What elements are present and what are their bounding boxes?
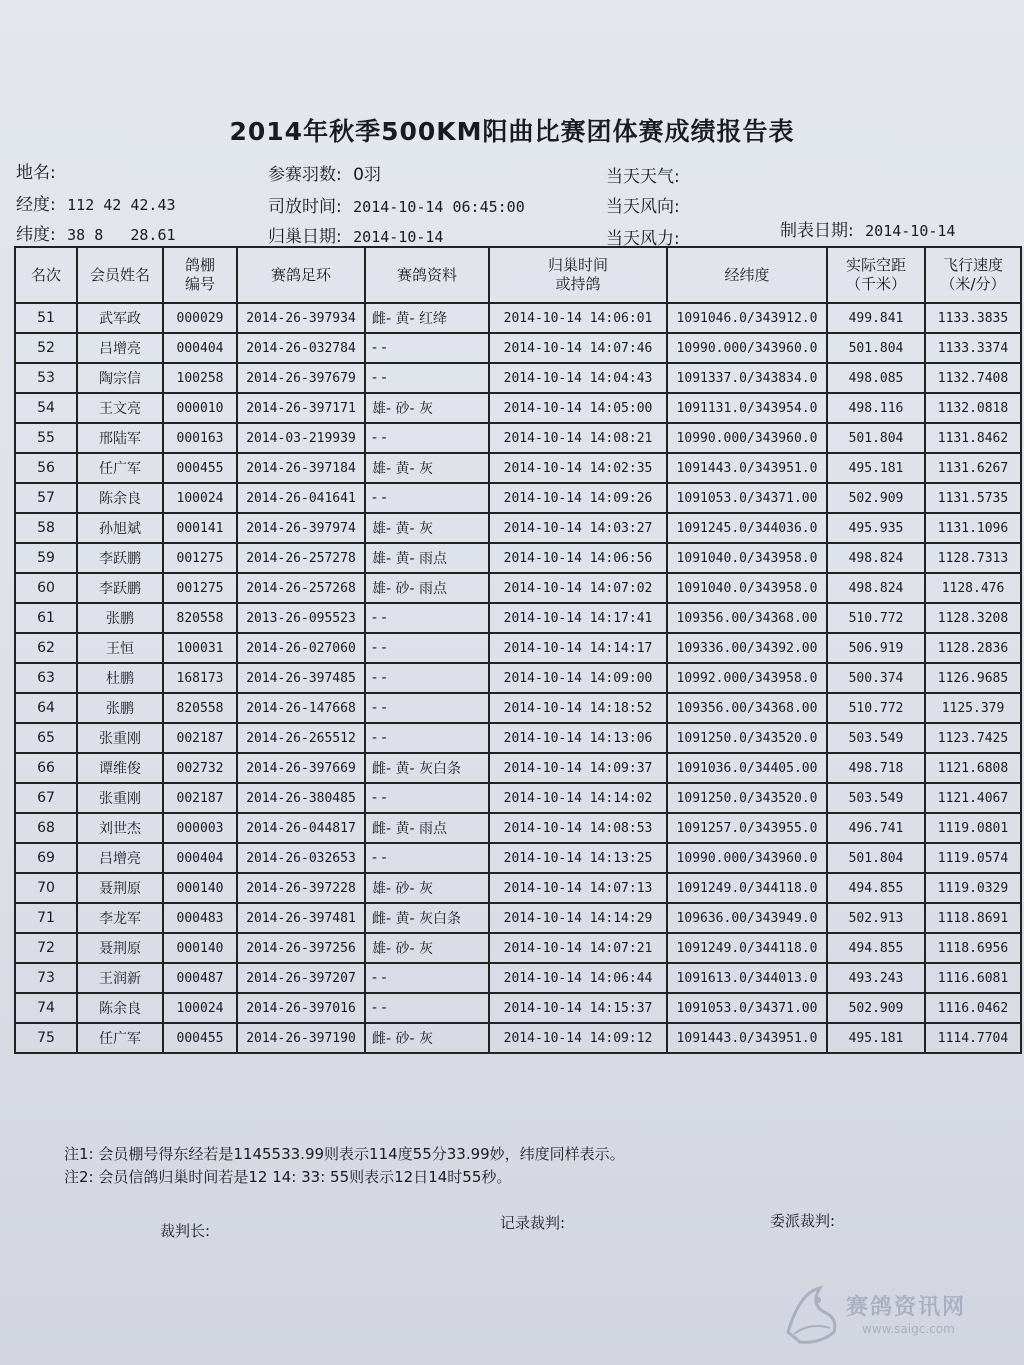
time-cell: 2014-10-14 14:09:26 [489, 483, 667, 513]
table-row [15, 933, 1021, 963]
header-name: 会员姓名 [77, 247, 163, 303]
time-cell: 2014-10-14 14:08:21 [489, 423, 667, 453]
table-row [15, 303, 1021, 333]
loft-cell: 002187 [163, 723, 237, 753]
table-row [15, 393, 1021, 423]
info-cell: 雄- 砂- 灰 [365, 933, 489, 963]
rank-cell: 64 [15, 693, 77, 723]
table-row [15, 1023, 1021, 1053]
name-cell: 李跃鹏 [77, 573, 163, 603]
info-cell: 雄- 黄- 灰 [365, 453, 489, 483]
table-row [15, 453, 1021, 483]
coords-cell: 109336.00/34392.00 [667, 633, 827, 663]
table-row [15, 753, 1021, 783]
speed-cell: 1121.6808 [925, 753, 1021, 783]
speed-cell: 1123.7425 [925, 723, 1021, 753]
header-loft: 鸽棚 编号 [163, 247, 237, 303]
info-cell: - - [365, 663, 489, 693]
time-cell: 2014-10-14 14:15:37 [489, 993, 667, 1023]
rank-cell: 63 [15, 663, 77, 693]
speed-cell: 1133.3835 [925, 303, 1021, 333]
distance-cell: 498.085 [827, 363, 925, 393]
info-cell: 雌- 黄- 灰白条 [365, 753, 489, 783]
name-cell: 李跃鹏 [77, 543, 163, 573]
location-field [16, 158, 62, 183]
distance-cell: 510.772 [827, 693, 925, 723]
info-cell: 雌- 砂- 灰 [365, 1023, 489, 1053]
coords-cell: 1091131.0/343954.0 [667, 393, 827, 423]
time-cell: 2014-10-14 14:06:56 [489, 543, 667, 573]
coords-cell: 1091040.0/343958.0 [667, 543, 827, 573]
info-cell: 雄- 砂- 雨点 [365, 573, 489, 603]
ring-cell: 2014-26-397974 [237, 513, 365, 543]
rank-cell: 65 [15, 723, 77, 753]
speed-cell: 1131.8462 [925, 423, 1021, 453]
note-2: 注2: 会员信鸽归巢时间若是12 14: 33: 55则表示12日14时55秒。 [64, 1168, 512, 1186]
coords-cell: 1091036.0/34405.00 [667, 753, 827, 783]
time-cell: 2014-10-14 14:05:00 [489, 393, 667, 423]
coords-cell: 1091245.0/344036.0 [667, 513, 827, 543]
wind-force-label: 当天风力: [606, 229, 680, 249]
speed-cell: 1116.6081 [925, 963, 1021, 993]
made-date-label: 制表日期: [780, 221, 854, 241]
coords-cell: 1091443.0/343951.0 [667, 453, 827, 483]
latitude-value: 38 8 28.61 [67, 226, 176, 244]
name-cell: 陈余良 [77, 993, 163, 1023]
speed-cell: 1128.7313 [925, 543, 1021, 573]
longitude-label: 经度: [16, 195, 56, 215]
name-cell: 张鹏 [77, 693, 163, 723]
distance-cell: 495.181 [827, 1023, 925, 1053]
coords-cell: 109356.00/34368.00 [667, 693, 827, 723]
time-cell: 2014-10-14 14:17:41 [489, 603, 667, 633]
loft-cell: 000163 [163, 423, 237, 453]
info-cell: - - [365, 693, 489, 723]
ring-cell: 2014-26-147668 [237, 693, 365, 723]
entries-label: 参赛羽数: [268, 165, 342, 185]
distance-cell: 501.804 [827, 843, 925, 873]
header-coords: 经纬度 [667, 247, 827, 303]
time-cell: 2014-10-14 14:08:53 [489, 813, 667, 843]
time-cell: 2014-10-14 14:07:13 [489, 873, 667, 903]
name-cell: 王恒 [77, 633, 163, 663]
info-cell: - - [365, 843, 489, 873]
distance-cell: 494.855 [827, 933, 925, 963]
distance-cell: 499.841 [827, 303, 925, 333]
ring-cell: 2014-26-032653 [237, 843, 365, 873]
ring-cell: 2014-03-219939 [237, 423, 365, 453]
coords-cell: 109636.00/343949.0 [667, 903, 827, 933]
ring-cell: 2013-26-095523 [237, 603, 365, 633]
speed-cell: 1128.3208 [925, 603, 1021, 633]
header-info: 赛鸽资料 [365, 247, 489, 303]
name-cell: 谭维俊 [77, 753, 163, 783]
made-date-value: 2014-10-14 [865, 222, 956, 240]
entries-value: 0羽 [353, 165, 381, 185]
name-cell: 邢陆军 [77, 423, 163, 453]
table-row [15, 783, 1021, 813]
info-cell: - - [365, 963, 489, 993]
rank-cell: 59 [15, 543, 77, 573]
release-time-value: 2014-10-14 06:45:00 [353, 198, 525, 216]
name-cell: 聂荆原 [77, 933, 163, 963]
speed-cell: 1132.7408 [925, 363, 1021, 393]
speed-cell: 1126.9685 [925, 663, 1021, 693]
name-cell: 杜鹏 [77, 663, 163, 693]
distance-cell: 506.919 [827, 633, 925, 663]
coords-cell: 1091250.0/343520.0 [667, 723, 827, 753]
table-row [15, 513, 1021, 543]
report-title: 2014年秋季500KM阳曲比赛团体赛成绩报告表 [229, 117, 795, 146]
distance-cell: 494.855 [827, 873, 925, 903]
rank-cell: 69 [15, 843, 77, 873]
coords-cell: 109356.00/34368.00 [667, 603, 827, 633]
weather-label: 当天天气: [606, 167, 680, 187]
distance-cell: 501.804 [827, 423, 925, 453]
ring-cell: 2014-26-397184 [237, 453, 365, 483]
latitude-field [16, 220, 176, 245]
loft-cell: 000404 [163, 333, 237, 363]
rank-cell: 60 [15, 573, 77, 603]
speed-cell: 1131.5735 [925, 483, 1021, 513]
ring-cell: 2014-26-397016 [237, 993, 365, 1023]
rank-cell: 58 [15, 513, 77, 543]
coords-cell: 1091249.0/344118.0 [667, 873, 827, 903]
rank-cell: 66 [15, 753, 77, 783]
watermark [780, 1282, 1010, 1352]
loft-cell: 000483 [163, 903, 237, 933]
info-cell: 雄- 砂- 灰 [365, 873, 489, 903]
loft-cell: 002187 [163, 783, 237, 813]
ring-cell: 2014-26-397481 [237, 903, 365, 933]
rank-cell: 54 [15, 393, 77, 423]
table-row [15, 993, 1021, 1023]
ring-cell: 2014-26-265512 [237, 723, 365, 753]
info-cell: - - [365, 723, 489, 753]
time-cell: 2014-10-14 14:07:46 [489, 333, 667, 363]
longitude-value: 112 42 42.43 [67, 196, 176, 214]
name-cell: 王润新 [77, 963, 163, 993]
table-row [15, 693, 1021, 723]
time-cell: 2014-10-14 14:14:17 [489, 633, 667, 663]
results-table [14, 246, 1022, 1054]
made-date-field [780, 216, 955, 241]
coords-cell: 1091046.0/343912.0 [667, 303, 827, 333]
ring-cell: 2014-26-397669 [237, 753, 365, 783]
return-date-label: 归巢日期: [268, 227, 342, 247]
ring-cell: 2014-26-380485 [237, 783, 365, 813]
distance-cell: 498.824 [827, 573, 925, 603]
header-speed: 飞行速度 （米/分） [925, 247, 1021, 303]
loft-cell: 001275 [163, 543, 237, 573]
info-cell: - - [365, 363, 489, 393]
coords-cell: 10990.000/343960.0 [667, 333, 827, 363]
distance-cell: 503.549 [827, 783, 925, 813]
info-cell: 雄- 黄- 雨点 [365, 543, 489, 573]
loft-cell: 000140 [163, 933, 237, 963]
distance-cell: 495.935 [827, 513, 925, 543]
table-row [15, 333, 1021, 363]
ring-cell: 2014-26-257268 [237, 573, 365, 603]
loft-cell: 100024 [163, 993, 237, 1023]
coords-cell: 1091337.0/343834.0 [667, 363, 827, 393]
release-time-field [268, 192, 525, 217]
ring-cell: 2014-26-397256 [237, 933, 365, 963]
table-row [15, 633, 1021, 663]
rank-cell: 62 [15, 633, 77, 663]
speed-cell: 1133.3374 [925, 333, 1021, 363]
rank-cell: 57 [15, 483, 77, 513]
loft-cell: 002732 [163, 753, 237, 783]
distance-cell: 498.116 [827, 393, 925, 423]
coords-cell: 10990.000/343960.0 [667, 423, 827, 453]
speed-cell: 1114.7704 [925, 1023, 1021, 1053]
name-cell: 王文亮 [77, 393, 163, 423]
time-cell: 2014-10-14 14:09:12 [489, 1023, 667, 1053]
table-row [15, 813, 1021, 843]
name-cell: 李龙军 [77, 903, 163, 933]
rank-cell: 52 [15, 333, 77, 363]
rank-cell: 73 [15, 963, 77, 993]
name-cell: 吕增亮 [77, 843, 163, 873]
header-time: 归巢时间 或持鸽 [489, 247, 667, 303]
header-ring: 赛鸽足环 [237, 247, 365, 303]
ring-cell: 2014-26-397679 [237, 363, 365, 393]
rank-cell: 61 [15, 603, 77, 633]
header-distance: 实际空距 （千米） [827, 247, 925, 303]
ring-cell: 2014-26-032784 [237, 333, 365, 363]
name-cell: 聂荆原 [77, 873, 163, 903]
distance-cell: 502.909 [827, 993, 925, 1023]
table-header-row [15, 247, 1021, 303]
time-cell: 2014-10-14 14:03:27 [489, 513, 667, 543]
time-cell: 2014-10-14 14:18:52 [489, 693, 667, 723]
coords-cell: 1091257.0/343955.0 [667, 813, 827, 843]
loft-cell: 001275 [163, 573, 237, 603]
speed-cell: 1121.4067 [925, 783, 1021, 813]
wind-direction-label: 当天风向: [606, 197, 680, 217]
ring-cell: 2014-26-044817 [237, 813, 365, 843]
time-cell: 2014-10-14 14:04:43 [489, 363, 667, 393]
return-date-value: 2014-10-14 [353, 228, 444, 246]
rank-cell: 70 [15, 873, 77, 903]
info-cell: 雌- 黄- 雨点 [365, 813, 489, 843]
table-row [15, 603, 1021, 633]
name-cell: 张鹏 [77, 603, 163, 633]
coords-cell: 1091053.0/34371.00 [667, 483, 827, 513]
name-cell: 陈余良 [77, 483, 163, 513]
rank-cell: 74 [15, 993, 77, 1023]
distance-cell: 500.374 [827, 663, 925, 693]
name-cell: 刘世杰 [77, 813, 163, 843]
rank-cell: 72 [15, 933, 77, 963]
time-cell: 2014-10-14 14:07:21 [489, 933, 667, 963]
info-cell: 雄- 黄- 灰 [365, 513, 489, 543]
rank-cell: 75 [15, 1023, 77, 1053]
ring-cell: 2014-26-397171 [237, 393, 365, 423]
ring-cell: 2014-26-257278 [237, 543, 365, 573]
time-cell: 2014-10-14 14:13:25 [489, 843, 667, 873]
table-row [15, 543, 1021, 573]
time-cell: 2014-10-14 14:02:35 [489, 453, 667, 483]
distance-cell: 498.824 [827, 543, 925, 573]
name-cell: 武军政 [77, 303, 163, 333]
latitude-label: 纬度: [16, 225, 56, 245]
coords-cell: 1091040.0/343958.0 [667, 573, 827, 603]
info-cell: - - [365, 603, 489, 633]
table-row [15, 843, 1021, 873]
release-time-label: 司放时间: [268, 197, 342, 217]
coords-cell: 10992.000/343958.0 [667, 663, 827, 693]
speed-cell: 1118.8691 [925, 903, 1021, 933]
coords-cell: 1091613.0/344013.0 [667, 963, 827, 993]
info-cell: - - [365, 783, 489, 813]
results-body [15, 303, 1021, 1053]
chief-judge-label: 裁判长: [160, 1222, 211, 1240]
ring-cell: 2014-26-397190 [237, 1023, 365, 1053]
distance-cell: 493.243 [827, 963, 925, 993]
ring-cell: 2014-26-397207 [237, 963, 365, 993]
distance-cell: 498.718 [827, 753, 925, 783]
rank-cell: 68 [15, 813, 77, 843]
speed-cell: 1131.6267 [925, 453, 1021, 483]
speed-cell: 1131.1096 [925, 513, 1021, 543]
wind-direction-field [606, 192, 686, 217]
speed-cell: 1119.0801 [925, 813, 1021, 843]
distance-cell: 495.181 [827, 453, 925, 483]
speed-cell: 1118.6956 [925, 933, 1021, 963]
ring-cell: 2014-26-041641 [237, 483, 365, 513]
name-cell: 孙旭斌 [77, 513, 163, 543]
speed-cell: 1119.0329 [925, 873, 1021, 903]
info-cell: 雌- 黄- 红绛 [365, 303, 489, 333]
loft-cell: 100031 [163, 633, 237, 663]
name-cell: 张重刚 [77, 723, 163, 753]
rank-cell: 51 [15, 303, 77, 333]
table-row [15, 363, 1021, 393]
table-row [15, 573, 1021, 603]
speed-cell: 1128.476 [925, 573, 1021, 603]
coords-cell: 1091250.0/343520.0 [667, 783, 827, 813]
note-1: 注1: 会员棚号得东经若是1145533.99则表示114度55分33.99妙，纬度同样表示。 [64, 1145, 625, 1163]
loft-cell: 820558 [163, 693, 237, 723]
table-row [15, 903, 1021, 933]
info-cell: - - [365, 633, 489, 663]
loft-cell: 000141 [163, 513, 237, 543]
name-cell: 任广军 [77, 1023, 163, 1053]
recorder-judge-label: 记录裁判: [500, 1214, 566, 1232]
distance-cell: 496.741 [827, 813, 925, 843]
info-cell: - - [365, 423, 489, 453]
loft-cell: 000487 [163, 963, 237, 993]
ring-cell: 2014-26-397228 [237, 873, 365, 903]
loft-cell: 000003 [163, 813, 237, 843]
location-label: 地名: [16, 163, 56, 183]
info-cell: 雌- 黄- 灰白条 [365, 903, 489, 933]
header-rank: 名次 [15, 247, 77, 303]
name-cell: 陶宗信 [77, 363, 163, 393]
loft-cell: 000455 [163, 453, 237, 483]
loft-cell: 820558 [163, 603, 237, 633]
distance-cell: 510.772 [827, 603, 925, 633]
rank-cell: 53 [15, 363, 77, 393]
loft-cell: 168173 [163, 663, 237, 693]
pigeon-logo-icon [780, 1282, 842, 1348]
time-cell: 2014-10-14 14:09:37 [489, 753, 667, 783]
coords-cell: 1091249.0/344118.0 [667, 933, 827, 963]
distance-cell: 502.913 [827, 903, 925, 933]
ring-cell: 2014-26-397485 [237, 663, 365, 693]
info-cell: 雄- 砂- 灰 [365, 393, 489, 423]
watermark-url: www.saigc.com [862, 1322, 955, 1336]
time-cell: 2014-10-14 14:06:01 [489, 303, 667, 333]
ring-cell: 2014-26-027060 [237, 633, 365, 663]
watermark-text: 赛鸽资讯网 [846, 1295, 967, 1320]
rank-cell: 56 [15, 453, 77, 483]
weather-field [606, 162, 686, 187]
longitude-field [16, 190, 176, 215]
time-cell: 2014-10-14 14:07:02 [489, 573, 667, 603]
return-date-field [268, 222, 443, 247]
speed-cell: 1125.379 [925, 693, 1021, 723]
loft-cell: 100024 [163, 483, 237, 513]
ring-cell: 2014-26-397934 [237, 303, 365, 333]
loft-cell: 000029 [163, 303, 237, 333]
coords-cell: 1091443.0/343951.0 [667, 1023, 827, 1053]
coords-cell: 1091053.0/34371.00 [667, 993, 827, 1023]
info-cell: - - [365, 993, 489, 1023]
distance-cell: 501.804 [827, 333, 925, 363]
speed-cell: 1132.0818 [925, 393, 1021, 423]
table-row [15, 963, 1021, 993]
speed-cell: 1119.0574 [925, 843, 1021, 873]
loft-cell: 000010 [163, 393, 237, 423]
info-cell: - - [365, 333, 489, 363]
time-cell: 2014-10-14 14:09:00 [489, 663, 667, 693]
distance-cell: 502.909 [827, 483, 925, 513]
name-cell: 任广军 [77, 453, 163, 483]
time-cell: 2014-10-14 14:06:44 [489, 963, 667, 993]
speed-cell: 1116.0462 [925, 993, 1021, 1023]
name-cell: 吕增亮 [77, 333, 163, 363]
distance-cell: 503.549 [827, 723, 925, 753]
time-cell: 2014-10-14 14:13:06 [489, 723, 667, 753]
name-cell: 张重刚 [77, 783, 163, 813]
time-cell: 2014-10-14 14:14:02 [489, 783, 667, 813]
appointed-judge-label: 委派裁判: [770, 1212, 836, 1230]
speed-cell: 1128.2836 [925, 633, 1021, 663]
table-row [15, 483, 1021, 513]
rank-cell: 67 [15, 783, 77, 813]
coords-cell: 10990.000/343960.0 [667, 843, 827, 873]
table-row [15, 663, 1021, 693]
loft-cell: 000455 [163, 1023, 237, 1053]
rank-cell: 55 [15, 423, 77, 453]
loft-cell: 000404 [163, 843, 237, 873]
loft-cell: 100258 [163, 363, 237, 393]
entries-field [268, 160, 381, 185]
table-row [15, 873, 1021, 903]
info-cell: - - [365, 483, 489, 513]
table-row [15, 723, 1021, 753]
loft-cell: 000140 [163, 873, 237, 903]
time-cell: 2014-10-14 14:14:29 [489, 903, 667, 933]
rank-cell: 71 [15, 903, 77, 933]
table-row [15, 423, 1021, 453]
